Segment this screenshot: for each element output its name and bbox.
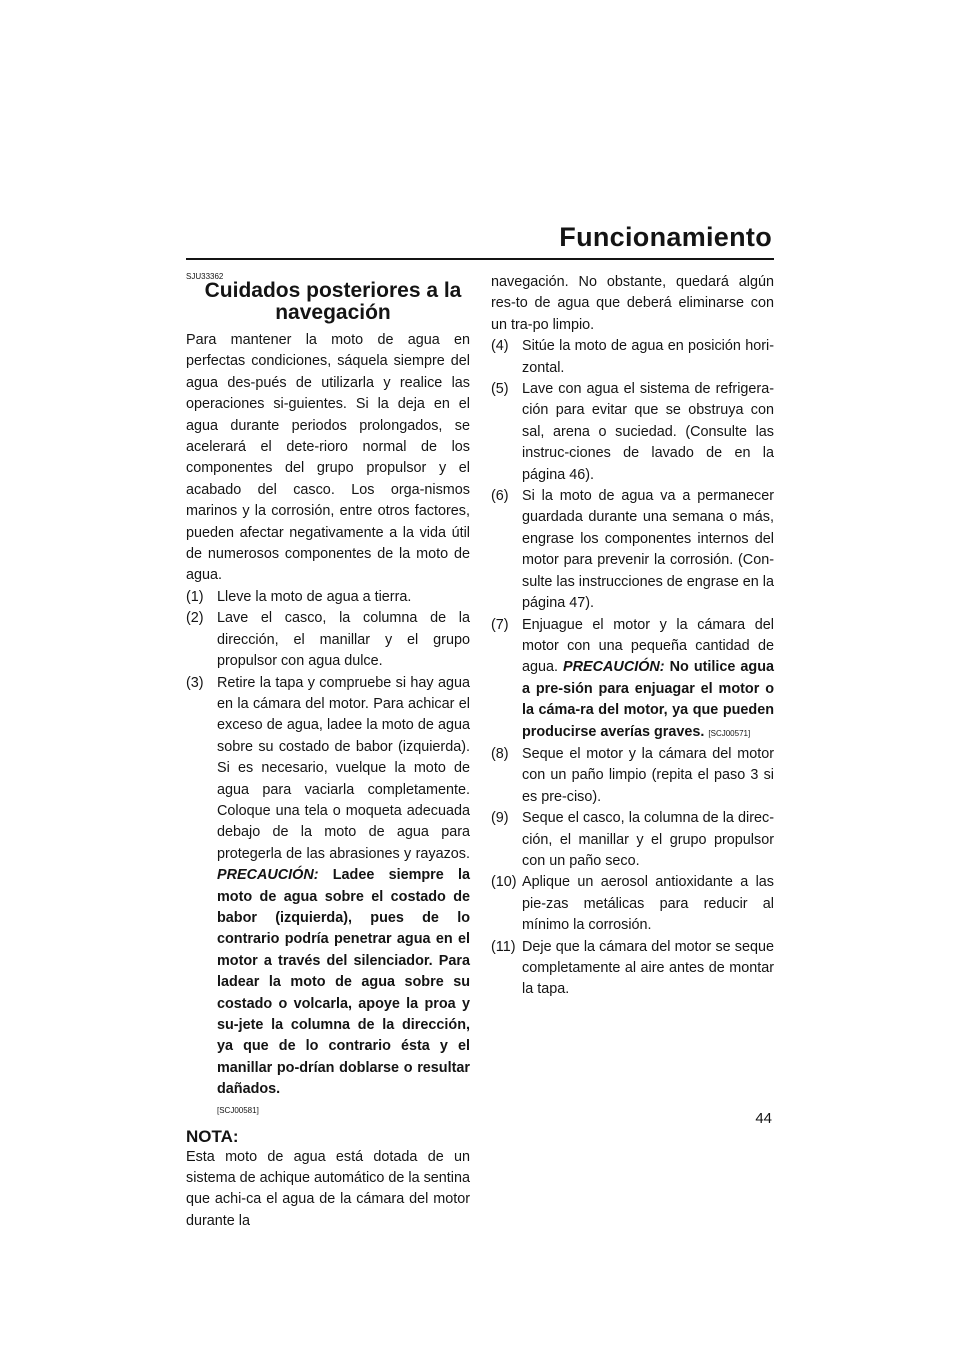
step-text: Aplique un aerosol antioxidante a las pie-zas metálicas para reducir al mínimo la corrosión.: [522, 874, 774, 934]
caution-label: PRECAUCIÓN:: [563, 659, 665, 676]
step-number: (9): [491, 810, 509, 827]
header-divider: [186, 258, 774, 260]
intro-paragraph: Para mantener la moto de agua en perfectas condiciones, sáquela siempre del agua des-pués de utilizarla y realice las operaciones si-guientes. Si la deja en el agua durante periodos prolongados, se acelerará el dete-rioro normal de los componentes del grupo propulsor y el acabado del casco. Los orga-nismos marinos y la corrosión, entre otros factores, pueden afectar negativamente a la vida útil de numerosos componentes de la moto de agua.: [186, 332, 470, 584]
step-4: [491, 336, 774, 379]
caution-code: [SCJ00581]: [217, 1105, 259, 1115]
step-number: (1): [186, 588, 204, 605]
page-header-title: Funcionamiento: [559, 222, 772, 252]
step-text: Sitúe la moto de agua en posición hori-zontal.: [522, 338, 774, 376]
step-3: [186, 673, 470, 1121]
step-number: (5): [491, 381, 509, 398]
step-6: [491, 486, 774, 614]
step-text: Enjuague el motor y la cámara del motor con una pequeña cantidad de agua.: [522, 616, 774, 676]
caution-text: No utilice agua a pre-sión para enjuagar el motor o la cáma-ra del motor, ya que pueden producirse averías graves.: [522, 659, 775, 740]
left-column: [186, 272, 470, 1232]
step-number: (2): [186, 610, 204, 627]
step-number: (7): [491, 616, 509, 633]
step-text: Lave el casco, la columna de la dirección, el manillar y el grupo propulsor con agua dulce.: [217, 610, 470, 670]
step-number: (6): [491, 488, 509, 505]
step-10: [491, 872, 774, 936]
step-9: [491, 808, 774, 872]
step-text: Seque el motor y la cámara del motor con un paño limpio (repita el paso 3 si es pre-ciso).: [522, 745, 774, 805]
section-title: Cuidados posteriores a la navegación: [204, 279, 462, 324]
note-text: Esta moto de agua está dotada de un sistema de achique automático de la sentina que achi-ca el agua de la cámara del motor durante la: [186, 1148, 470, 1229]
caution-text: Ladee siempre la moto de agua sobre el costado de babor (izquierda), pues de lo contrario podría penetrar agua en el motor a través del silenciador. Para ladear la moto de agua sobre su costado o volcarla, apoye la proa y su-jete la columna de la dirección, ya que de lo contrario ésta y el manillar po-drían doblarse o resultar dañados.: [217, 867, 470, 1098]
step-7: [491, 615, 774, 744]
step-1: [186, 587, 470, 608]
caution-code: [SCJ00571]: [708, 728, 751, 738]
step-text: Deje que la cámara del motor se seque completamente al aire antes de montar la tapa.: [522, 938, 774, 998]
section-code: SJU33362: [186, 272, 224, 281]
note-heading: NOTA:: [186, 1126, 239, 1146]
step-number: (3): [186, 674, 204, 691]
caution-label: PRECAUCIÓN:: [217, 867, 319, 884]
step-number: (8): [491, 745, 509, 762]
step-number: (10): [491, 874, 517, 891]
step-number: (4): [491, 338, 509, 355]
step-text: Lleve la moto de agua a tierra.: [217, 588, 412, 605]
step-number: (11): [491, 938, 516, 955]
note-text-continued: navegación. No obstante, quedará algún res-to de agua que deberá eliminarse con un tra-po limpio.: [491, 274, 774, 333]
step-5: [491, 379, 774, 486]
step-11: [491, 937, 774, 1001]
step-2: [186, 608, 470, 672]
page-number: 44: [755, 1110, 772, 1127]
step-8: [491, 744, 774, 808]
step-text: Si la moto de agua va a permanecer guardada durante una semana o más, engrase los componentes internos del motor para prevenir la corrosión. (Con-sulte las instrucciones de engrase en la página 47).: [522, 488, 774, 612]
step-text: Lave con agua el sistema de refrigera-ción para evitar que se obstruya con sal, arena o suciedad. (Consulte las instruc-ciones de lavado de en la página 46).: [522, 381, 774, 483]
right-column: [491, 272, 774, 1001]
step-text: Seque el casco, la columna de la direc-ción, el manillar y el grupo propulsor con un paño seco.: [522, 810, 774, 869]
step-text: Retire la tapa y compruebe si hay agua en la cámara del motor. Para achicar el exceso de agua, ladee la moto de agua sobre su costado de babor (izquierda). Si es necesario, vuelque la moto de agua para vaciarla completamente. Coloque una tela o moqueta adecuada debajo de la moto de agua para protegerla de las abrasiones y rayazos.: [217, 674, 470, 862]
